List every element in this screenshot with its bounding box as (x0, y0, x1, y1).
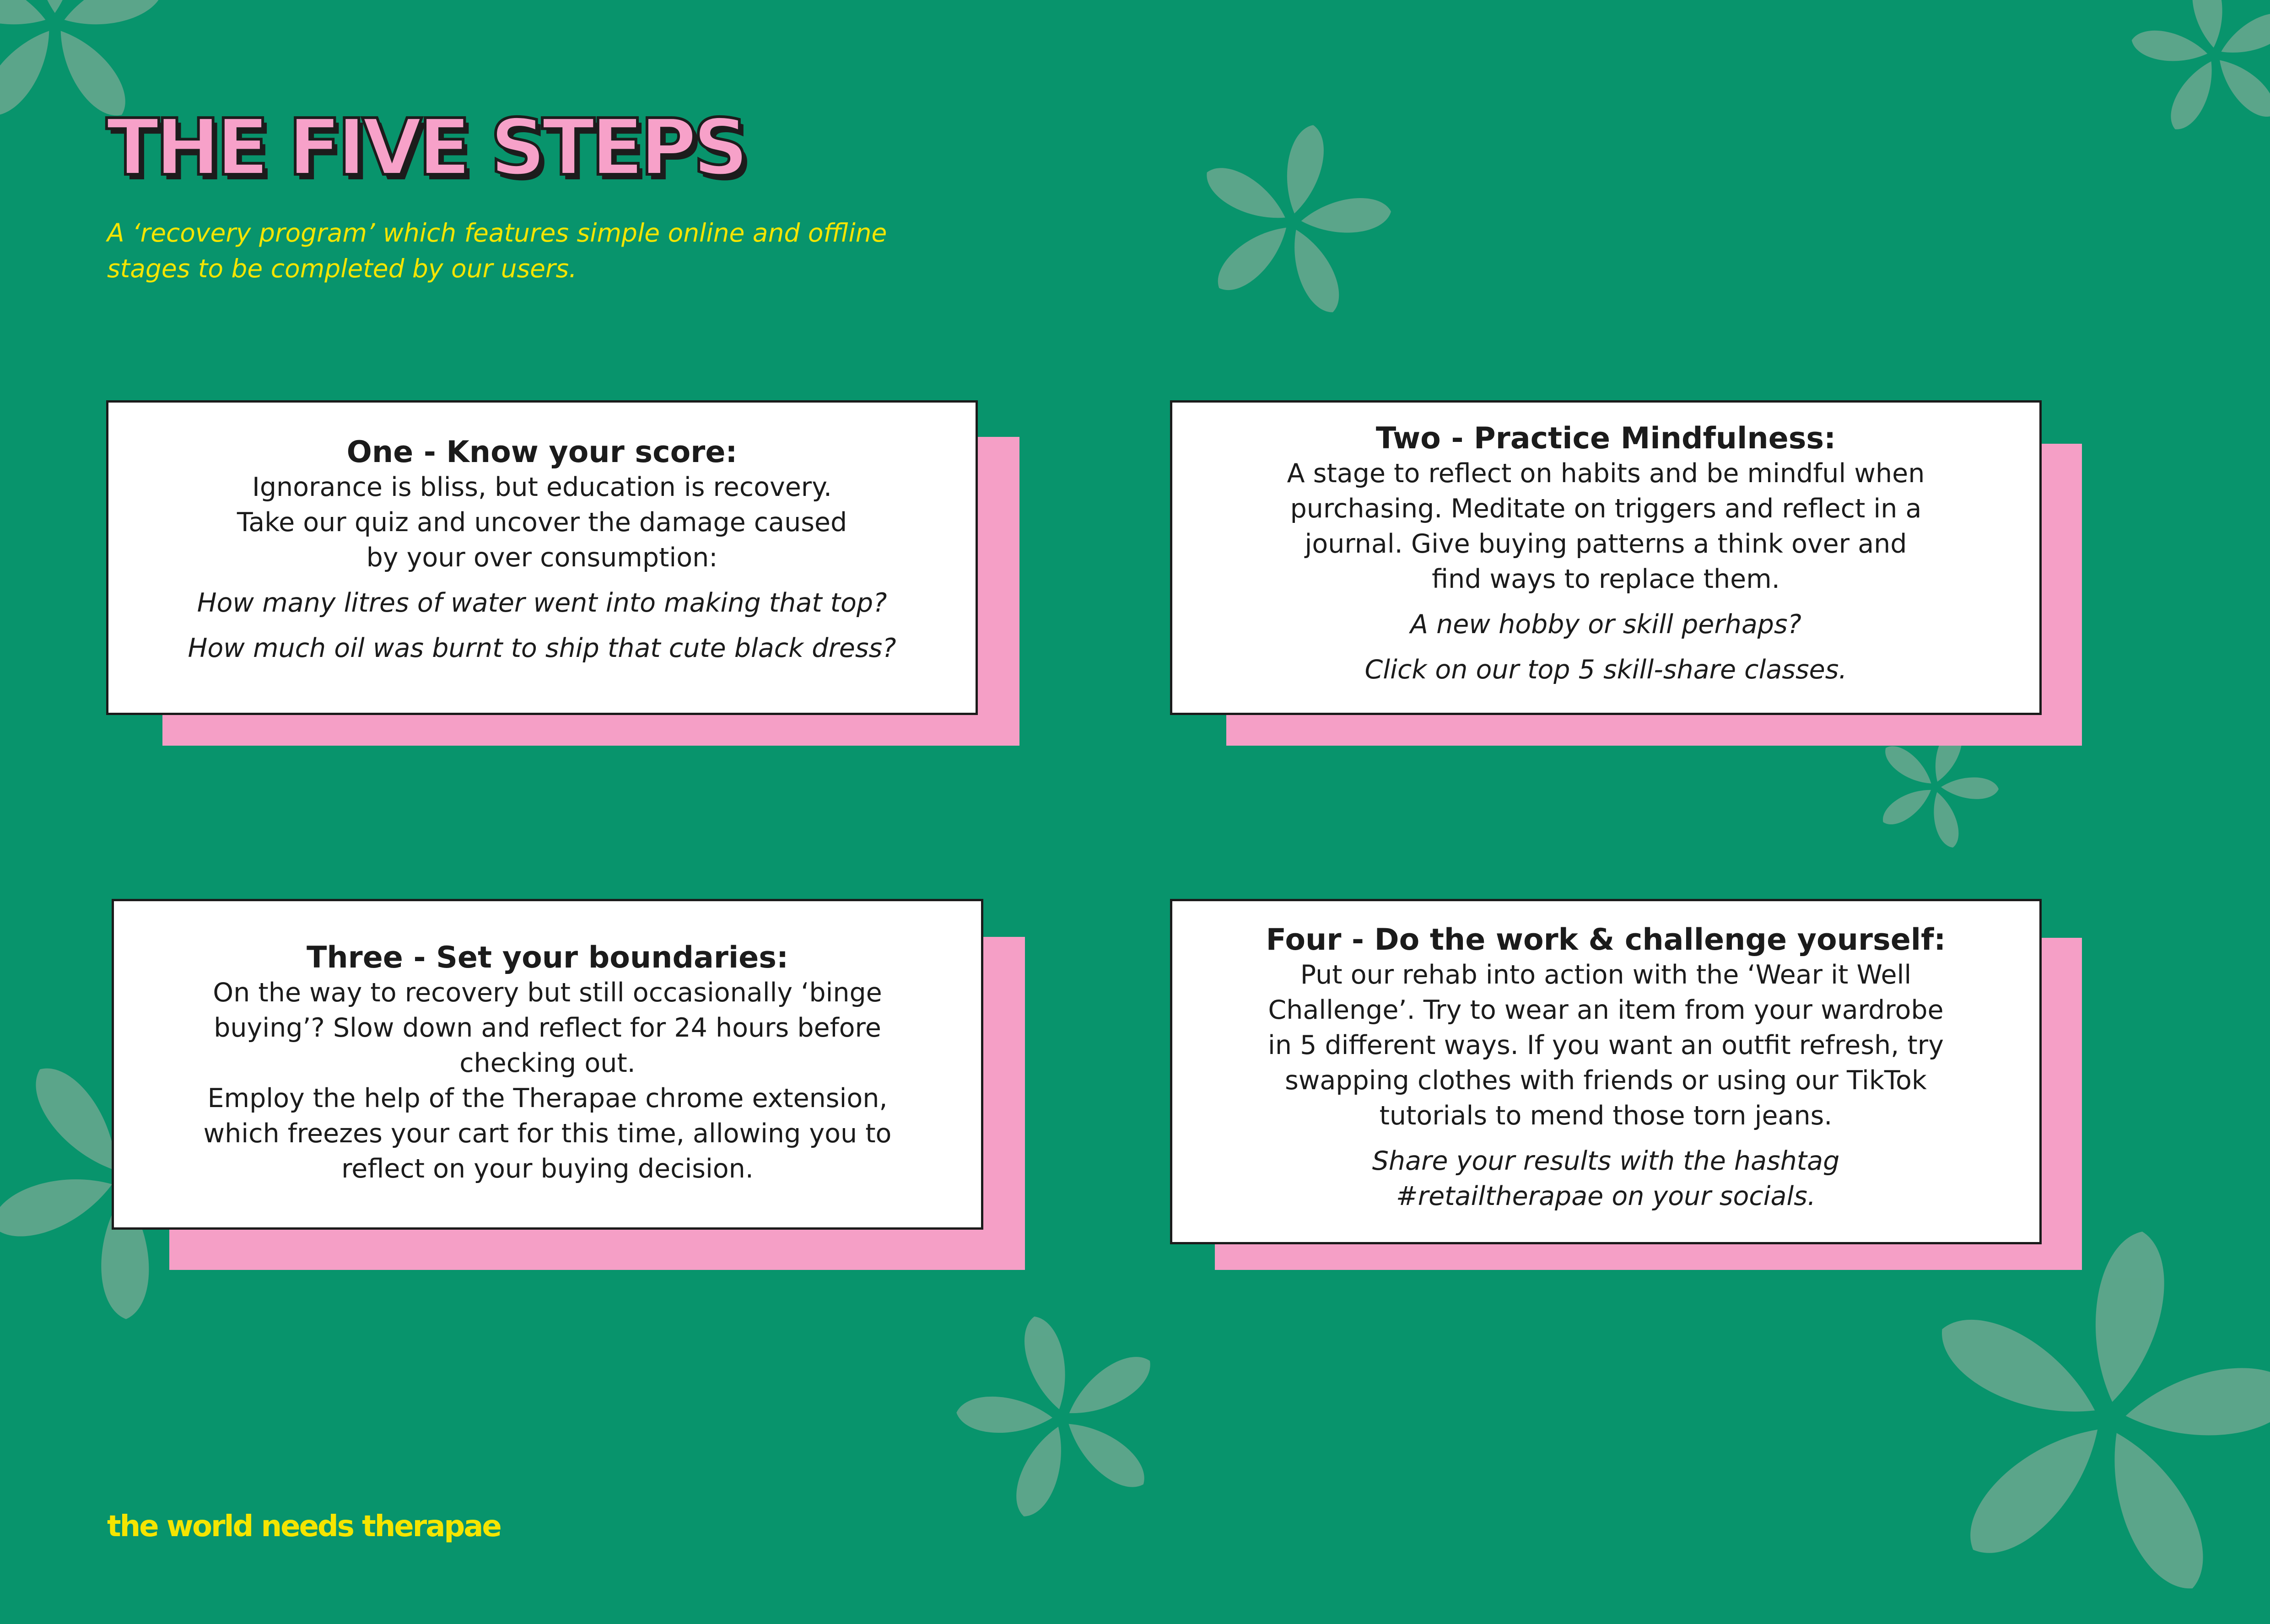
step-three-body-line: which freezes your cart for this time, allowing you to (203, 1119, 892, 1149)
step-four-heading: Four - Do the work & challenge yourself: (1266, 923, 1946, 957)
step-three-body-line: Employ the help of the Therapae chrome extension, (207, 1083, 888, 1113)
step-three-card (112, 899, 983, 1230)
step-one-body-line: Take our quiz and uncover the damage caused (237, 507, 847, 538)
step-four-card (1170, 899, 2042, 1244)
step-three-body-line: checking out. (459, 1048, 636, 1078)
step-three-body-line: On the way to recovery but still occasionally ‘binge (213, 978, 882, 1008)
step-four-hashtag-line: #retailtherapae on your socials. (1396, 1181, 1816, 1211)
flower-decoration-top-center (1185, 114, 1400, 329)
step-one-card (106, 400, 978, 715)
step-two-card (1170, 400, 2042, 715)
subtitle-line-1: A ‘recovery program’ which features simple online and offline (107, 218, 887, 247)
step-three-body-line: buying’? Slow down and reflect for 24 hours before (214, 1013, 881, 1043)
step-four-body-line: Put our rehab into action with the ‘Wear it Well (1300, 960, 1912, 990)
step-four-body-line: Challenge’. Try to wear an item from your wardrobe (1268, 995, 1944, 1025)
step-three-body-line: reflect on your buying decision. (341, 1154, 754, 1184)
step-one-question: How much oil was burnt to ship that cute black dress? (188, 633, 896, 663)
step-two-prompt: A new hobby or skill perhaps? (1410, 609, 1801, 640)
step-two-body-line: A stage to reflect on habits and be mindful when (1287, 458, 1925, 489)
step-one-heading: One - Know your score: (346, 435, 738, 469)
step-one-question: How many litres of water went into making that top? (197, 588, 887, 618)
page-subtitle (107, 215, 931, 286)
step-three-heading: Three - Set your boundaries: (307, 941, 788, 975)
step-one-body-line: Ignorance is bliss, but education is recovery. (252, 472, 832, 502)
flower-decoration-bottom-right (1903, 1212, 2270, 1624)
flower-decoration-top-right (2123, 0, 2270, 146)
step-four-body-line: swapping clothes with friends or using our TikTok (1285, 1065, 1927, 1096)
footer-tagline: the world needs therapae (107, 1510, 501, 1543)
step-four-body-line: tutorials to mend those torn jeans. (1379, 1101, 1833, 1131)
page-title: THE FIVE STEPS (106, 102, 745, 193)
step-two-heading: Two - Practice Mindfulness: (1375, 421, 1836, 456)
flower-decoration-bottom-center (947, 1304, 1176, 1533)
subtitle-line-2: stages to be completed by our users. (107, 254, 577, 283)
step-four-body-line: in 5 different ways. If you want an outfit refresh, try (1268, 1030, 1944, 1060)
step-two-body-line: find ways to replace them. (1432, 564, 1780, 594)
step-one-body-line: by your over consumption: (366, 543, 718, 573)
step-two-body-line: journal. Give buying patterns a think over and (1305, 529, 1907, 559)
step-four-hashtag-line: Share your results with the hashtag (1372, 1146, 1840, 1176)
step-two-prompt: Click on our top 5 skill-share classes. (1364, 655, 1847, 685)
step-two-body-line: purchasing. Meditate on triggers and reflect in a (1290, 494, 1922, 524)
